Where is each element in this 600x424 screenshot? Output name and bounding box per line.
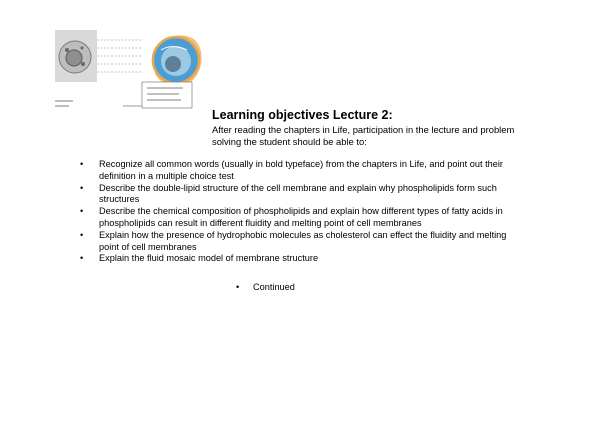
slide-title: Learning objectives Lecture 2: xyxy=(212,108,393,122)
objective-item: • Explain how the presence of hydrophobic molecules as cholesterol can effect the fluidity and melting point of cell membranes xyxy=(78,230,528,254)
objective-item: • Explain the fluid mosaic model of membrane structure xyxy=(78,253,528,265)
slide-intro: After reading the chapters in Life, participation in the lecture and problem solving the student should be able to: xyxy=(212,124,515,147)
organelle xyxy=(81,47,84,50)
bullet-icon: • xyxy=(236,282,240,292)
objectives-list xyxy=(78,159,528,265)
organelle xyxy=(65,48,69,52)
continued-label: Continued xyxy=(253,282,295,292)
nucleus-shape xyxy=(165,56,181,72)
continued-note xyxy=(236,282,295,292)
objective-item: • Recognize all common words (usually in bold typeface) from the chapters in Life, and point out their definition in a multiple choice test xyxy=(78,159,528,183)
nucleus-shape xyxy=(66,50,82,66)
caption-mark xyxy=(55,105,69,107)
objective-item: • Describe the double-lipid structure of the cell membrane and explain why phospholipids form such structures xyxy=(78,183,528,207)
objective-item: • Describe the chemical composition of phospholipids and explain how different types of fatty acids in phospholipids can result in different fluidity and melting point of cell membranes xyxy=(78,206,528,230)
caption-mark xyxy=(55,100,73,102)
organelle xyxy=(81,62,85,66)
legend-box xyxy=(142,82,192,108)
cell-membrane-illustration xyxy=(55,30,205,120)
